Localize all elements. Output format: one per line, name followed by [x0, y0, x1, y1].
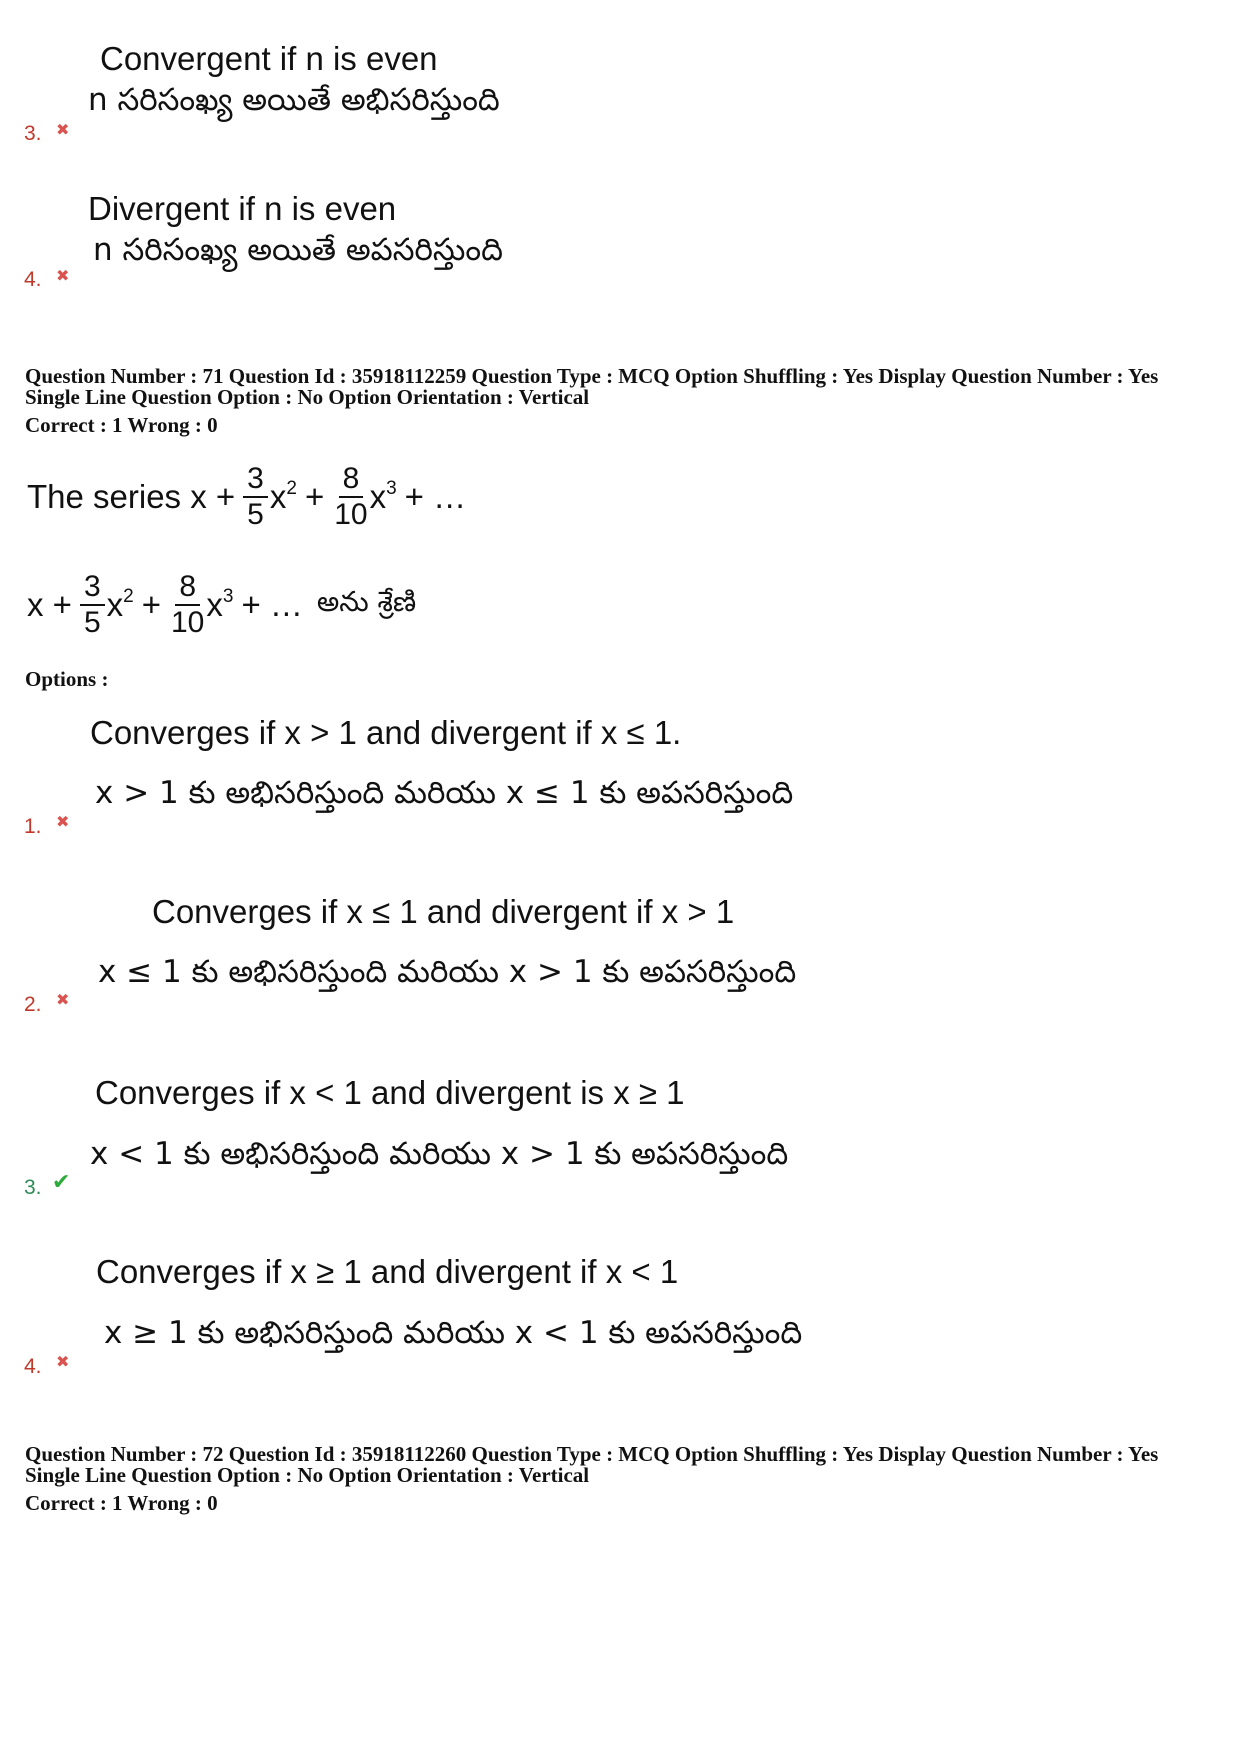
wrong-icon: ✖ [56, 812, 70, 831]
option-text-en: Converges if x ≤ 1 and divergent if x > 1 [152, 893, 735, 930]
question-scoring: Correct : 1 Wrong : 0 [25, 413, 218, 437]
stem-prefix: The series x + [27, 478, 236, 515]
option-text-en: Convergent if n is even [100, 40, 438, 77]
wrong-icon: ✖ [56, 990, 70, 1009]
option-text-te: n సరిసంఖ్య అయితే అభిసరిస్తుంది [88, 82, 500, 118]
option-number: 1. [24, 815, 42, 838]
fraction-3-5: $\frac{3}{5}$ [243, 462, 268, 532]
fraction-8-10: $\frac{8}{10}$ [334, 462, 368, 531]
option-text-te: x ≥ 1 కు అభిసరిస్తుంది మరియు x < 1 కు అపసరిస్తుంది [104, 1315, 803, 1351]
option-number: 4. [24, 268, 42, 291]
option-text-en: Converges if x > 1 and divergent if x ≤ 1. [90, 714, 682, 751]
option-text-en: Converges if x < 1 and divergent is x ≥ 1 [95, 1074, 685, 1111]
question-scoring: Correct : 1 Wrong : 0 [25, 1491, 218, 1515]
option-text-en: Divergent if n is even [88, 190, 397, 227]
question-meta-line2: Single Line Question Option : No Option Orientation : Vertical [25, 385, 590, 409]
option-text-en: Converges if x ≥ 1 and divergent if x < 1 [96, 1253, 679, 1290]
stem-prefix: x + [27, 586, 72, 623]
question-meta-line1: Question Number : 71 Question Id : 35918112259 Question Type : MCQ Option Shuffling : Yes Display Question Number : Yes [25, 364, 1159, 388]
option-text-te: n సరిసంఖ్య అయితే అపసరిస్తుంది [93, 232, 503, 268]
wrong-icon: ✖ [56, 266, 70, 285]
option-number: 2. [24, 993, 42, 1016]
options-label: Options : [25, 667, 109, 691]
wrong-icon: ✖ [56, 120, 70, 139]
wrong-icon: ✖ [56, 1352, 70, 1371]
stem-suffix-te: అను శ్రేణి [316, 585, 417, 618]
question-stem-en: The series x + $\frac{3}{5}$ x $^2$ + $\frac{8}{10}$ x $^3$ + … [27, 462, 467, 531]
question-meta-line2: Single Line Question Option : No Option Orientation : Vertical [25, 1463, 590, 1487]
option-text-te: x ≤ 1 కు అభిసరిస్తుంది మరియు x > 1 కు అపసరిస్తుంది [98, 954, 797, 990]
question-stem-te: x + $\frac{3}{5}$ x $^2$ + $\frac{8}{10}$ x $^3$ + … అను శ్రేణి [27, 570, 417, 639]
option-number: 3. [24, 1176, 42, 1199]
fraction-3-5: $\frac{3}{5}$ [80, 570, 105, 640]
checkmark-icon: ✔ [52, 1170, 71, 1195]
question-meta-line1: Question Number : 72 Question Id : 35918112260 Question Type : MCQ Option Shuffling : Yes Display Question Number : Yes [25, 1442, 1159, 1466]
option-number: 4. [24, 1355, 42, 1378]
option-number: 3. [24, 122, 42, 145]
fraction-8-10: $\frac{8}{10}$ [171, 570, 205, 639]
option-text-te: x > 1 కు అభిసరిస్తుంది మరియు x ≤ 1 కు అపసరిస్తుంది [95, 775, 794, 811]
option-text-te: x < 1 కు అభిసరిస్తుంది మరియు x > 1 కు అపసరిస్తుంది [90, 1136, 789, 1172]
